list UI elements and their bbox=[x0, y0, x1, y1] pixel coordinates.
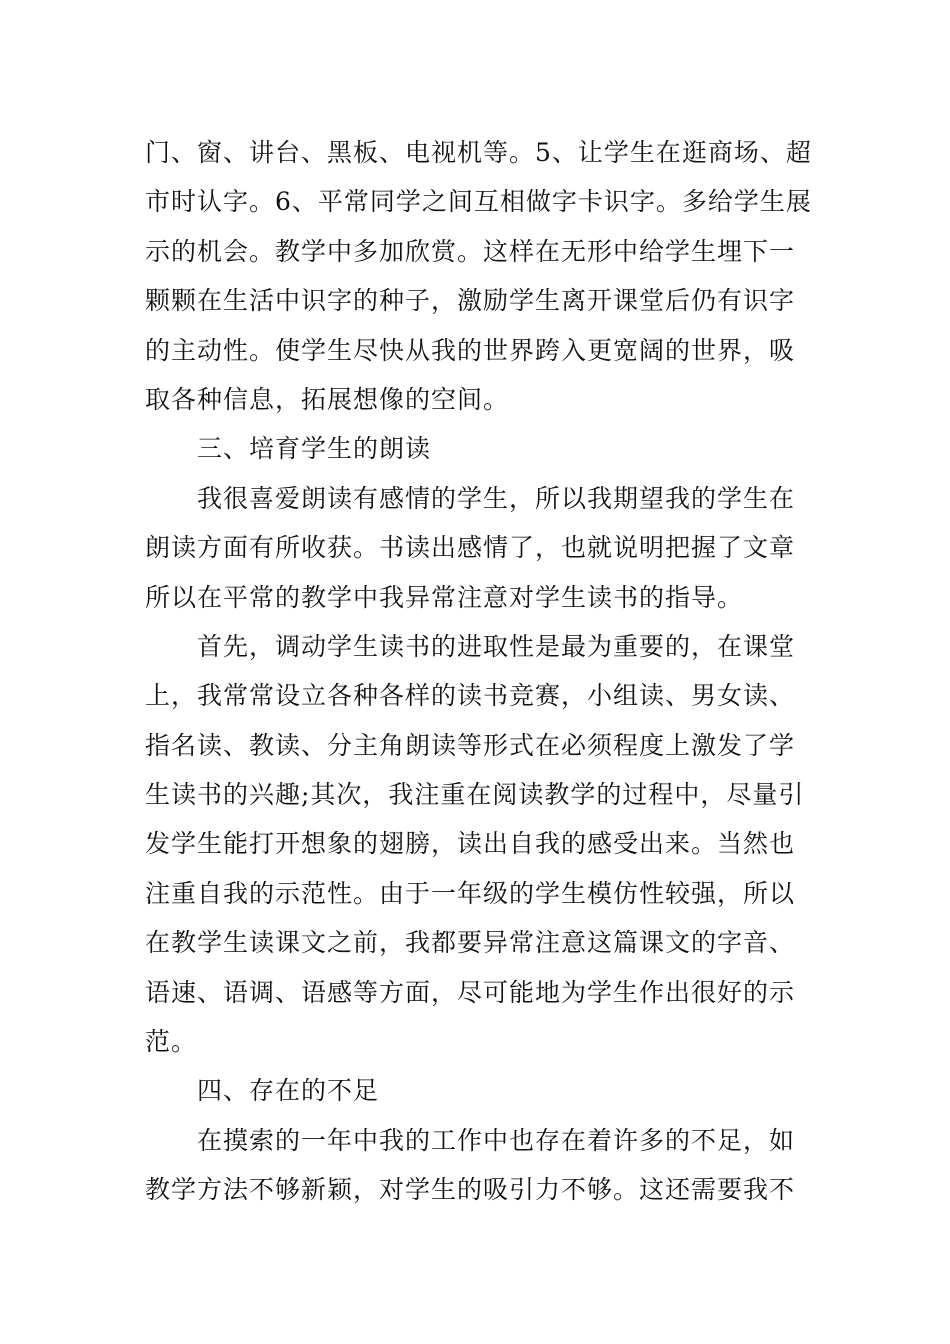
text-line: 示的机会。教学中多加欣赏。这样在无形中给学生埋下一 bbox=[145, 236, 796, 266]
section-heading: 三、培育学生的朗读 bbox=[197, 434, 432, 464]
text-line: 取各种信息，拓展想像的空间。 bbox=[145, 384, 510, 414]
text-line: 生读书的兴趣;其次，我注重在阅读教学的过程中，尽量引 bbox=[145, 780, 805, 810]
text-line: 颗颗在生活中识字的种子，激励学生离开课堂后仍有识字 bbox=[145, 286, 796, 316]
text-line: 上，我常常设立各种各样的读书竞赛，小组读、男女读、 bbox=[145, 681, 796, 711]
text-line: 教学方法不够新颖，对学生的吸引力不够。这还需要我不 bbox=[145, 1175, 796, 1205]
text-line: 在摸索的一年中我的工作中也存在着许多的不足，如 bbox=[197, 1125, 796, 1155]
text-line: 首先，调动学生读书的进取性是最为重要的，在课堂 bbox=[197, 631, 796, 661]
text-line: 在教学生读课文之前，我都要异常注意这篇课文的字音、 bbox=[145, 928, 796, 958]
text-line: 朗读方面有所收获。书读出感情了，也就说明把握了文章 bbox=[145, 533, 796, 563]
text-line: 发学生能打开想象的翅膀，读出自我的感受出来。当然也 bbox=[145, 829, 796, 859]
text-line: 所以在平常的教学中我异常注意对学生读书的指导。 bbox=[145, 582, 744, 612]
text-line: 门、窗、讲台、黑板、电视机等。5、让学生在逛商场、超 bbox=[145, 138, 812, 167]
text-line: 指名读、教读、分主角朗读等形式在必须程度上激发了学 bbox=[145, 730, 796, 760]
document-body bbox=[145, 128, 810, 1215]
text-line: 注重自我的示范性。由于一年级的学生模仿性较强，所以 bbox=[145, 878, 796, 908]
text-line: 市时认字。6、平常同学之间互相做字卡识字。多给学生展 bbox=[145, 187, 812, 217]
text-line: 的主动性。使学生尽快从我的世界跨入更宽阔的世界，吸 bbox=[145, 335, 796, 365]
text-line: 范。 bbox=[145, 1027, 198, 1057]
section-heading: 四、存在的不足 bbox=[197, 1076, 380, 1106]
text-line: 语速、语调、语感等方面，尽可能地为学生作出很好的示 bbox=[145, 977, 796, 1007]
text-line: 我很喜爱朗读有感情的学生，所以我期望我的学生在 bbox=[197, 483, 796, 513]
